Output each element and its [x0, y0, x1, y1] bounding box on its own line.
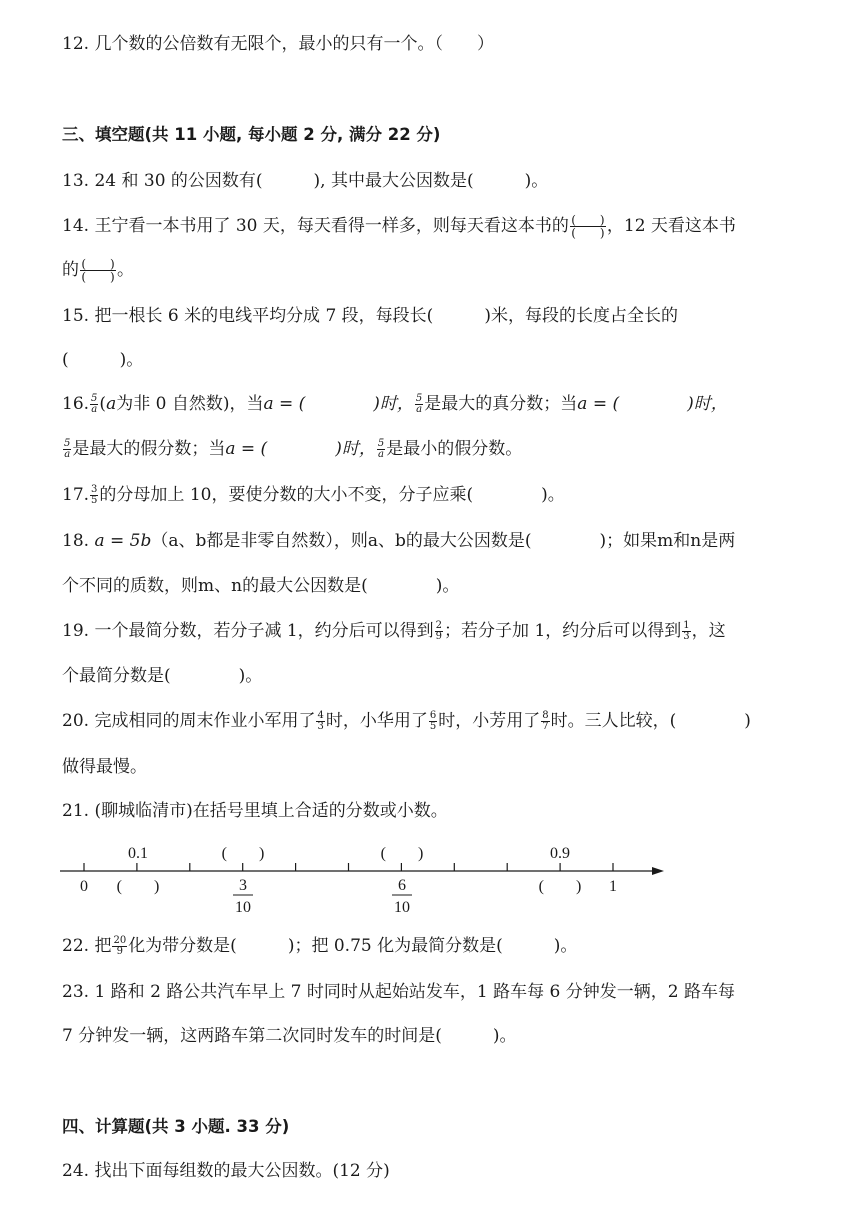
- question-20-line-1: [62, 710, 751, 732]
- question-20-line-2: 做得最慢。: [62, 757, 147, 777]
- label-0: 0: [80, 878, 88, 895]
- question-15-line-1: 15. 把一根长 6 米的电线平均分成 7 段，每段长( )米，每段的长度占全长的: [62, 306, 678, 326]
- q16-equation-2: a = ( )时，: [577, 394, 728, 414]
- blank-fraction[interactable]: [80, 258, 116, 283]
- blank-fraction[interactable]: [570, 214, 606, 239]
- blank-denominator: ( ): [81, 270, 115, 284]
- q16-equation-1: a = ( )时，: [263, 394, 414, 414]
- fraction-4-over-3: [316, 711, 324, 732]
- question-15-line-2: ( )。: [62, 350, 144, 370]
- label-0-9: 0.9: [550, 845, 570, 862]
- label-1: 1: [609, 878, 617, 895]
- fraction-3-10-denominator: 10: [235, 899, 251, 916]
- fraction-denominator: a: [64, 449, 71, 460]
- fraction-numerator: 5: [415, 393, 423, 404]
- fraction-2-over-9: [435, 621, 443, 642]
- question-23-line-1: 23. 1 路和 2 路公共汽车早上 7 时同时从起始站发车，1 路车每 6 分钟发一辆，2 路车每: [62, 982, 735, 1002]
- q14-text-c: 的: [62, 260, 79, 280]
- variable-a: a: [106, 394, 117, 414]
- question-22: [62, 935, 577, 957]
- fraction-denominator: a: [416, 404, 423, 415]
- fraction-20-over-9: [112, 936, 127, 957]
- fraction-numerator: 5: [64, 438, 71, 449]
- q17-text: 的分母加上 10，要使分数的大小不变，分子应乘( )。: [99, 485, 565, 505]
- fraction-5-over-a: [415, 394, 423, 415]
- q16-paren: (: [99, 394, 107, 414]
- fraction-3-10-numerator: 3: [239, 877, 247, 894]
- q19-text-a: 19. 一个最简分数，若分子减 1，约分后可以得到: [62, 621, 434, 641]
- fraction-1-over-3: [682, 621, 690, 642]
- q22-text-a: 22. 把: [62, 936, 112, 956]
- q19-text-c: ，这: [691, 621, 726, 641]
- fraction-denominator: 9: [435, 631, 443, 642]
- question-16-line-1: [62, 393, 728, 415]
- q20-text-b: 时，小华用了: [325, 711, 428, 731]
- arrow-icon: [652, 867, 664, 875]
- blank-bottom-1[interactable]: ( ): [116, 878, 160, 895]
- q17-number: 17.: [62, 485, 90, 505]
- fraction-8-over-7: [541, 711, 549, 732]
- q20-text-a: 20. 完成相同的周末作业小军用了: [62, 711, 316, 731]
- q16-number: 16.: [62, 394, 90, 414]
- question-19-line-1: [62, 620, 726, 642]
- fraction-numerator: 1: [683, 620, 690, 631]
- fraction-denominator: 7: [542, 721, 549, 732]
- fraction-numerator: 5: [91, 393, 98, 404]
- blank-numerator: ( ): [81, 257, 115, 271]
- fraction-denominator: a: [378, 449, 384, 460]
- fraction-6-10-numerator: 6: [398, 877, 406, 894]
- fraction-numerator: 4: [317, 710, 324, 721]
- question-13: 13. 24 和 30 的公因数有( ), 其中最大公因数是( )。: [62, 171, 549, 191]
- question-14-line-2: [62, 258, 134, 283]
- q16-equation-3: a = ( )时，: [225, 439, 376, 459]
- fraction-denominator: 3: [683, 631, 690, 642]
- fraction-6-10-denominator: 10: [394, 899, 410, 916]
- fraction-numerator: 3: [91, 484, 98, 495]
- q22-text-b: 化为带分数是( )；把 0.75 化为最简分数是( )。: [128, 936, 578, 956]
- blank-denominator: ( ): [571, 226, 605, 240]
- fraction-6-over-5: [429, 711, 437, 732]
- fraction-5-over-a: [63, 439, 71, 460]
- question-17: [62, 484, 565, 506]
- q18-number: 18.: [62, 531, 95, 551]
- question-14-line-1: [62, 214, 736, 239]
- q20-text-d: 时。三人比较，( ): [550, 711, 751, 731]
- fraction-numerator: 8: [542, 710, 549, 721]
- question-19-line-2: 个最简分数是( )。: [62, 666, 263, 686]
- fraction-denominator: 3: [317, 721, 324, 732]
- fraction-numerator: 5: [377, 438, 385, 449]
- q14-text-a: 14. 王宁看一本书用了 30 天，每天看得一样多，则每天看这本书的: [62, 216, 569, 236]
- fraction-3-over-5: [90, 485, 98, 506]
- q16-text-3: 是最小的假分数。: [386, 439, 523, 459]
- question-23-line-2: 7 分钟发一辆，这两路车第二次同时发车的时间是( )。: [62, 1026, 517, 1046]
- fraction-denominator: 9: [116, 946, 123, 957]
- blank-top-1[interactable]: ( ): [221, 845, 265, 862]
- number-line: [60, 836, 680, 922]
- blank-bottom-2[interactable]: ( ): [538, 878, 582, 895]
- q16-text-1: 是最大的真分数；当: [424, 394, 578, 414]
- question-18-line-2: 个不同的质数，则m、n的最大公因数是( )。: [62, 576, 460, 596]
- section-4-title: 四、计算题(共 3 小题. 33 分): [62, 1117, 290, 1136]
- fraction-numerator: 6: [429, 710, 437, 721]
- fraction-5-over-a: [377, 439, 385, 460]
- q16-text: 为非 0 自然数)，当: [116, 394, 264, 414]
- fraction-denominator: 5: [91, 495, 98, 506]
- question-12: 12. 几个数的公倍数有无限个，最小的只有一个。（ ）: [62, 34, 494, 54]
- q14-text-d: 。: [117, 260, 134, 280]
- fraction-denominator: a: [91, 404, 98, 415]
- section-3-title: 三、填空题(共 11 小题, 每小题 2 分, 满分 22 分): [62, 125, 441, 144]
- q18-equation: a = 5b: [94, 531, 152, 551]
- question-21: 21. (聊城临清市)在括号里填上合适的分数或小数。: [62, 801, 448, 821]
- fraction-denominator: 5: [429, 721, 437, 732]
- tick-marks: [84, 863, 613, 871]
- blank-top-2[interactable]: ( ): [380, 845, 424, 862]
- q18-text: （a、b都是非零自然数），则a、b的最大公因数是( )；如果m和n是两: [151, 531, 736, 551]
- fraction-numerator: 20: [113, 935, 127, 946]
- question-24: 24. 找出下面每组数的最大公因数。(12 分): [62, 1161, 390, 1181]
- question-16-line-2: [62, 438, 522, 460]
- blank-numerator: ( ): [571, 213, 605, 227]
- fraction-numerator: 2: [435, 620, 443, 631]
- q19-text-b: ；若分子加 1，约分后可以得到: [444, 621, 682, 641]
- q20-text-c: 时，小芳用了: [438, 711, 541, 731]
- q16-text-2: 是最大的假分数；当: [72, 439, 226, 459]
- fraction-5-over-a: [90, 394, 98, 415]
- question-18-line-1: [62, 530, 735, 552]
- q14-text-b: ，12 天看这本书: [606, 216, 736, 236]
- label-0-1: 0.1: [128, 845, 148, 862]
